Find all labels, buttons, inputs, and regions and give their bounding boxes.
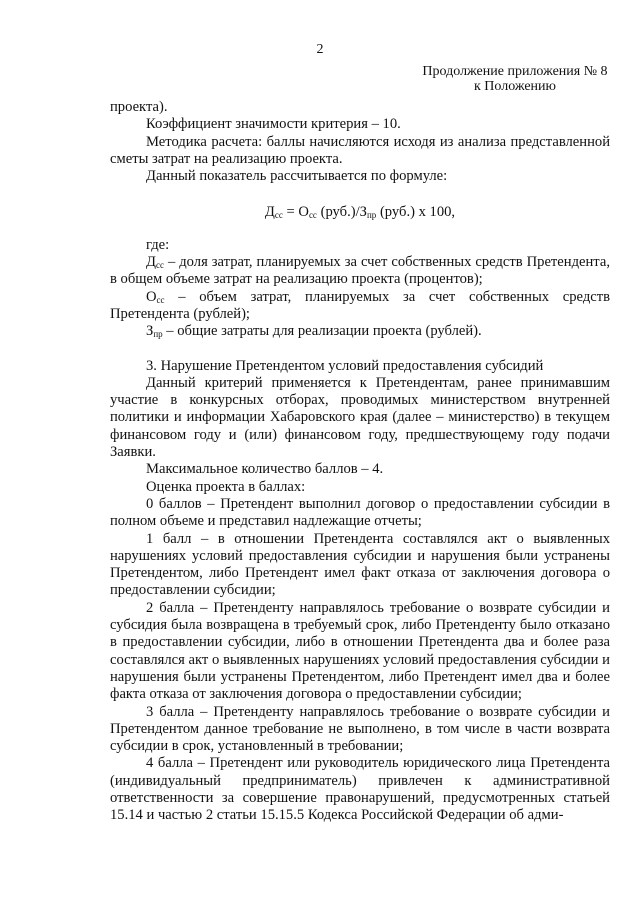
page-number: 2 (316, 42, 324, 57)
formula-o-sub: сс (308, 210, 317, 221)
paragraph-method: Методика расчета: баллы начисляются исходя из анализа представленной сметы затрат на реализацию проекта. (110, 133, 610, 167)
def3-symbol: З (146, 323, 154, 340)
definition-occ (110, 289, 610, 324)
appendix-line-1: Продолжение приложения № 8 (422, 64, 608, 79)
paragraph-where: где: (146, 236, 170, 253)
def3-text: – общие затраты для реализации проекта (рублей). (162, 323, 482, 340)
appendix-reference (420, 64, 610, 94)
def2-symbol: О (146, 288, 157, 305)
formula (110, 204, 610, 221)
appendix-line-2: к Положению (473, 79, 556, 94)
section-3-title: 3. Нарушение Претендентом условий предоставления субсидий (146, 357, 544, 374)
def3-sub: пр (153, 329, 163, 340)
section-3-score-3: 3 балла – Претенденту направлялось требование о возврате субсидии и Претендентом данное требование не выполнено, в том числе в части возврата субсидии в срок, установленный в требовании; (110, 703, 610, 755)
document-body (110, 99, 610, 825)
def1-sub: сс (155, 260, 164, 271)
definition-zpr (110, 323, 610, 340)
section-3-paragraph-1: Данный критерий применяется к Претендентам, ранее принимавшим участие в конкурсных отборах, проводимых министерством внутренней политики и информации Хабаровского края (далее – министерство) в текущем финансовом году и (или) финансовом году, предшествующему году подачи Заявки. (110, 374, 610, 461)
paragraph-intro: проекта). (110, 99, 168, 115)
section-3-score-4: 4 балла – Претендент или руководитель юридического лица Претендента (индивидуальный предприниматель) привлечен к административной ответственности за совершение правонарушений, предусмотренных статьей 15.14 и частью 2 статьи 15.15.5 Кодекса Российской Федерации об адми- (110, 755, 610, 824)
def1-text: – доля затрат, планируемых за счет собственных средств Претендента, в общем объеме затрат на реализацию проекта (процентов); (110, 254, 610, 288)
section-3-evaluation: Оценка проекта в баллах: (146, 478, 306, 495)
formula-z-sub: пр (366, 210, 377, 221)
paragraph-coefficient: Коэффициент значимости критерия – 10. (146, 116, 401, 133)
formula-end: (руб.) х 100, (376, 204, 456, 221)
def2-sub: сс (156, 294, 165, 305)
def2-text: – объем затрат, планируемых за счет собственных средств Претендента (рублей); (110, 288, 610, 322)
formula-eq: = О (282, 204, 309, 221)
section-3-score-0: 0 баллов – Претендент выполнил договор о предоставлении субсидии в полном объеме и представил надлежащие отчеты; (110, 495, 610, 530)
section-3-score-2: 2 балла – Претенденту направлялось требование о возврате субсидии и субсидия была возвращена в требуемый срок, либо Претенденту было отказано в предоставлении субсидии, либо в отношении Претендента два и более раза составлялся акт о выявленных нарушениях условий предоставления субсидии и нарушения были устранены Претендентом, либо Претендент имел два и более факта отказа от заключения договора о предоставлении субсидии; (110, 599, 610, 703)
section-3-max-score: Максимальное количество баллов – 4. (146, 461, 384, 478)
def1-symbol: Д (146, 254, 156, 271)
formula-d-sub: сс (274, 210, 283, 221)
formula-mid: (руб.)/З (316, 204, 367, 221)
formula-d: Д (264, 204, 275, 221)
section-3-score-1: 1 балл – в отношении Претендента составлялся акт о выявленных нарушениях условий предоставления субсидии и нарушения были устранены Претендентом, либо Претендент имел факт отказа от заключения договора о предоставлении субсидии; (110, 530, 610, 599)
paragraph-formula-intro: Данный показатель рассчитывается по формуле: (146, 168, 448, 185)
definition-dcc (110, 254, 610, 289)
